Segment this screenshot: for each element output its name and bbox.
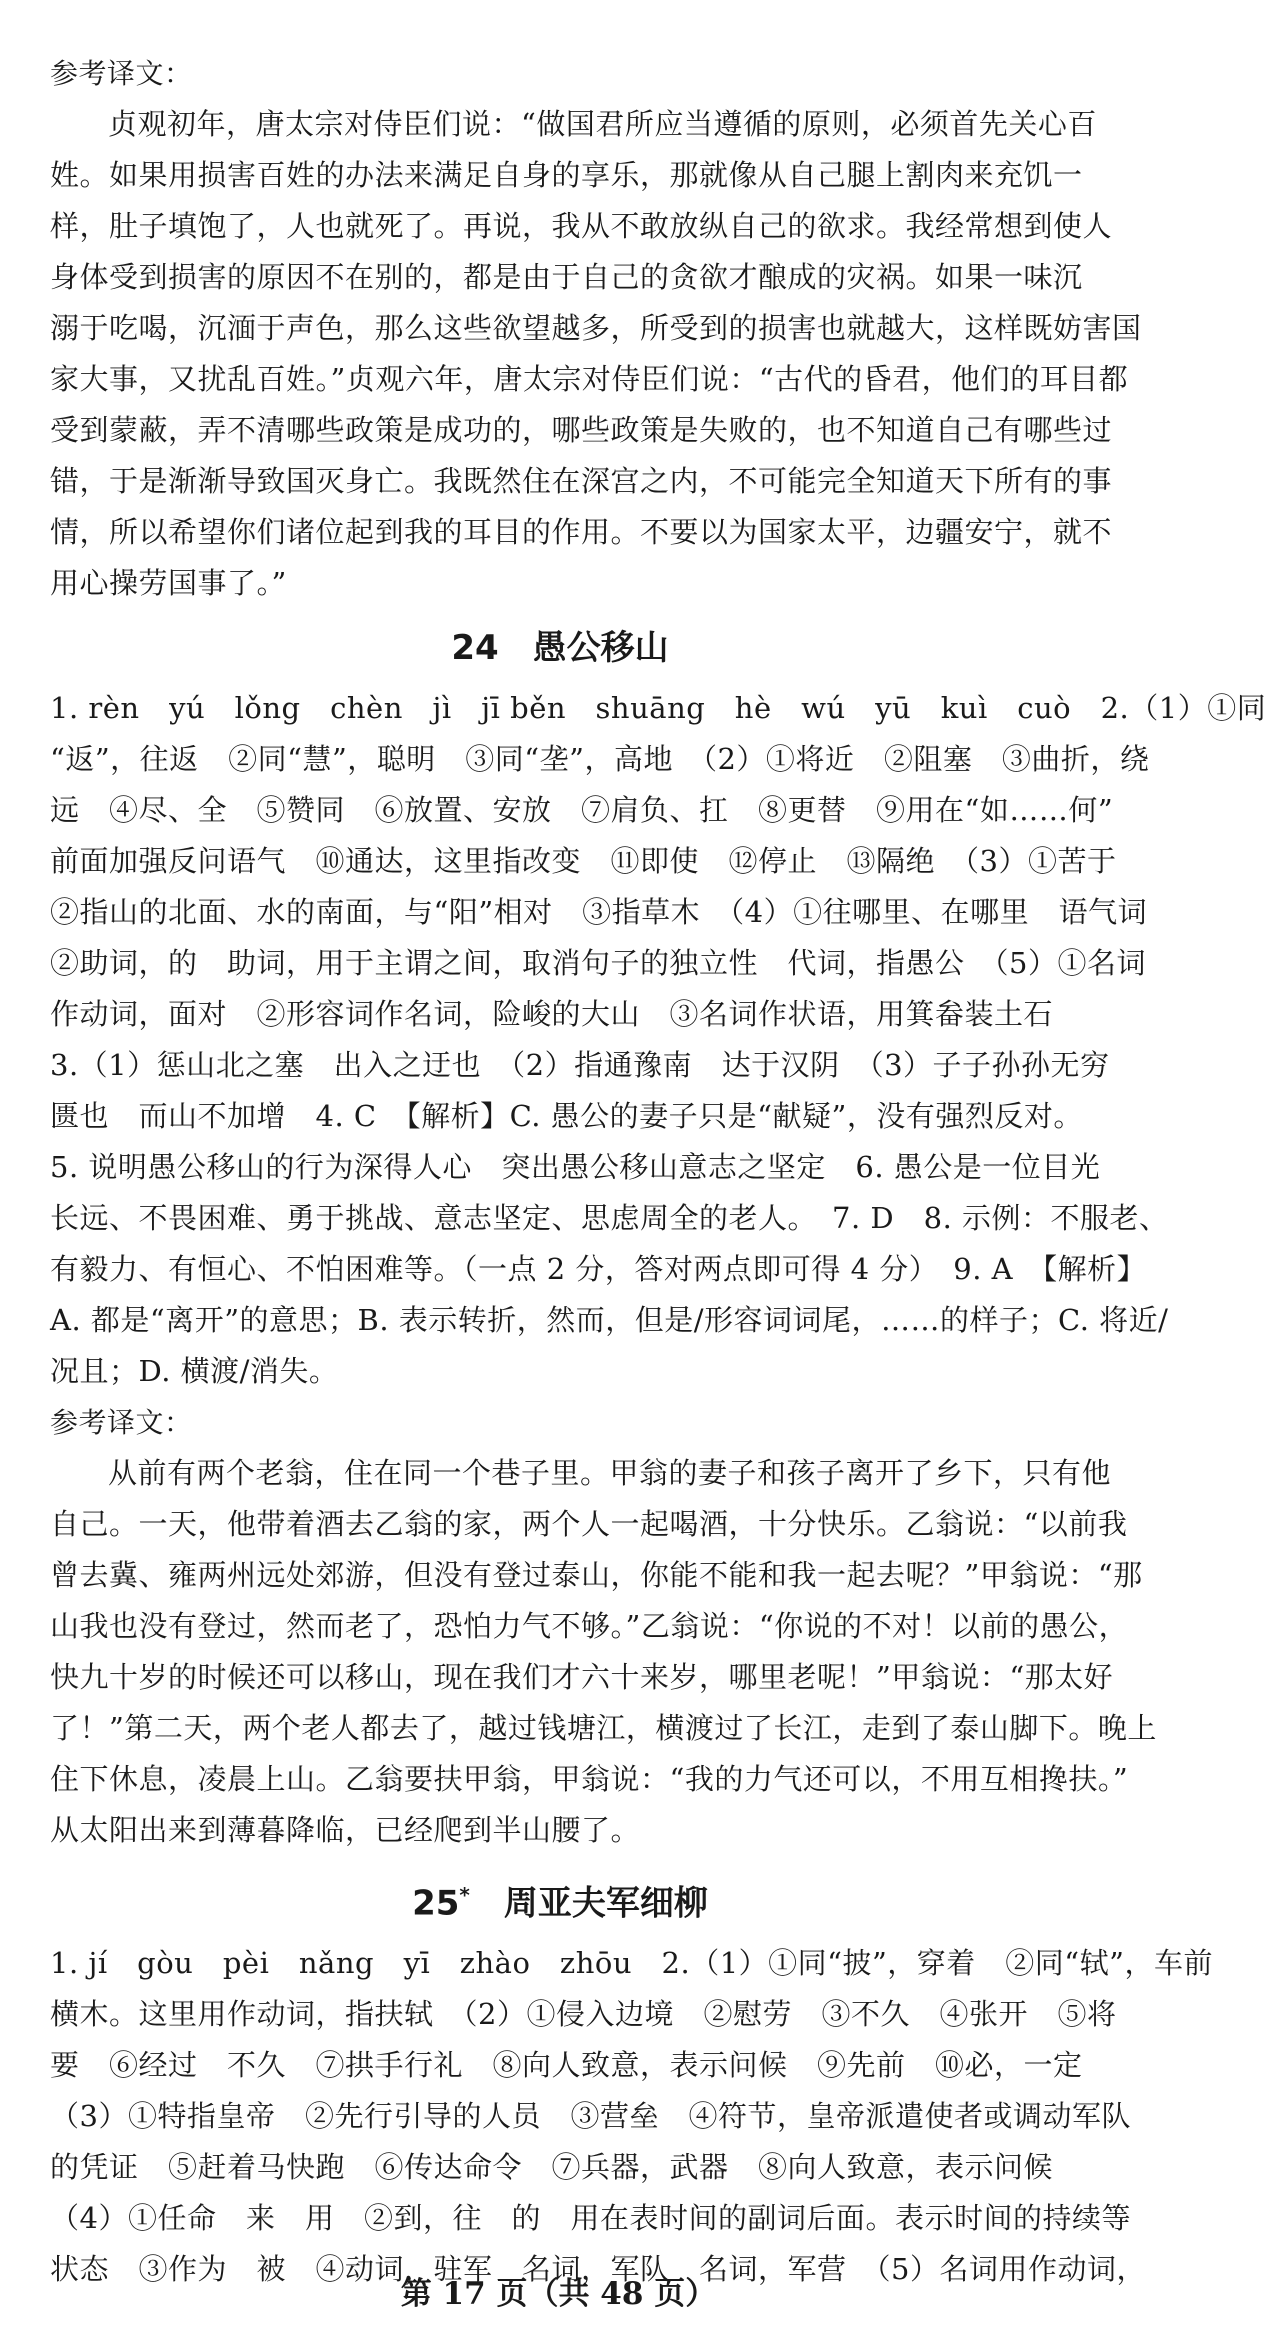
translation-line: 情，所以希望你们诸位起到我的耳目的作用。不要以为国家太平，边疆安宁，就不	[50, 515, 1113, 549]
document-page	[50, 48, 1266, 2295]
translation-label: 参考译文：	[50, 1406, 193, 1439]
page-number-footer: 第 17 页（共 48 页）	[400, 2276, 717, 2312]
answer-line: （3）①特指皇帝 ②先行引导的人员 ③营垒 ④符节，皇帝派遣使者或调动军队	[50, 2099, 1131, 2134]
translation-line: 样，肚子填饱了，人也就死了。再说，我从不敢放纵自己的欲求。我经常想到使人	[50, 209, 1113, 243]
translation-line: 溺于吃喝，沉湎于声色，那么这些欲望越多，所受到的损害也就越大，这样既妨害国	[50, 311, 1142, 345]
section-title-text: 周亚夫军细柳	[503, 1883, 708, 1924]
answer-line: （4）①任命 来 用 ②到，往 的 用在表时间的副词后面。表示时间的持续等	[50, 2201, 1131, 2236]
answer-line: 作动词，面对 ②形容词作名词，险峻的大山 ③名词作状语，用箕畚装土石	[50, 997, 1054, 1031]
section-number: 25	[412, 1883, 460, 1924]
translation-line: 姓。如果用损害百姓的办法来满足自身的享乐，那就像从自己腿上割肉来充饥一	[50, 158, 1083, 192]
translation-line: 身体受到损害的原因不在别的，都是由于自己的贪欲才酿成的灾祸。如果一味沉	[50, 260, 1083, 294]
translation-label: 参考译文：	[50, 57, 193, 90]
answer-line: 横木。这里用作动词，指扶轼 （2）①侵入边境 ②慰劳 ③不久 ④张开 ⑤将	[50, 1997, 1117, 2032]
section-title-25	[50, 1860, 1070, 1938]
answer-line: 3.（1）惩山北之塞 出入之迂也 （2）指通豫南 达于汉阴 （3）子子孙孙无穷	[50, 1048, 1110, 1082]
translation-line: 快九十岁的时候还可以移山，现在我们才六十来岁，哪里老呢！”甲翁说：“那太好	[50, 1660, 1114, 1694]
answer-line: 要 ⑥经过 不久 ⑦拱手行礼 ⑧向人致意，表示问候 ⑨先前 ⑩必，一定	[50, 2048, 1083, 2083]
answer-line: 1. rèn yú lǒng chèn jì jī běn shuāng hè wú yū kuì cuò 2.（1）①同	[50, 691, 1266, 725]
optional-star-mark: *	[459, 1883, 470, 1907]
answer-line: 前面加强反问语气 ⑩通达，这里指改变 ⑪即使 ⑫停止 ⑬隔绝 （3）①苦于	[50, 844, 1117, 878]
answer-line: 远 ④尽、全 ⑤赞同 ⑥放置、安放 ⑦肩负、扛 ⑧更替 ⑨用在“如……何”	[50, 793, 1114, 827]
answer-line: ②助词，的 助词，用于主谓之间，取消句子的独立性 代词，指愚公 （5）①名词	[50, 946, 1146, 980]
translation-line: 曾去冀、雍两州远处郊游，但没有登过泰山，你能不能和我一起去呢？”甲翁说：“那	[50, 1558, 1143, 1592]
translation-line: 错，于是渐渐导致国灭身亡。我既然住在深宫之内，不可能完全知道天下所有的事	[50, 464, 1113, 498]
answer-line: 有毅力、有恒心、不怕困难等。（一点 2 分，答对两点即可得 4 分） 9. A 【解析】	[50, 1252, 1147, 1286]
translation-line: 了！”第二天，两个老人都去了，越过钱塘江，横渡过了长江，走到了泰山脚下。晚上	[50, 1711, 1157, 1745]
translation-line: 家大事，又扰乱百姓。”贞观六年，唐太宗对侍臣们说：“古代的昏君，他们的耳目都	[50, 362, 1129, 396]
section-title-24: 24 愚公移山	[451, 628, 669, 668]
answer-line: 长远、不畏困难、勇于挑战、意志坚定、思虑周全的老人。 7. D 8. 示例：不服老、	[50, 1201, 1169, 1235]
answer-line: ②指山的北面、水的南面，与“阳”相对 ③指草木 （4）①往哪里、在哪里 语气词	[50, 895, 1148, 929]
answer-line: 况且；D. 横渡/消失。	[50, 1354, 339, 1388]
answer-line: 5. 说明愚公移山的行为深得人心 突出愚公移山意志之坚定 6. 愚公是一位目光	[50, 1150, 1101, 1184]
translation-line: 受到蒙蔽，弄不清哪些政策是成功的，哪些政策是失败的，也不知道自己有哪些过	[50, 413, 1113, 447]
answer-line: 状态 ③作为 被 ④动词，驻军 名词，军队 名词，军营 （5）名词用作动词，	[50, 2252, 1146, 2287]
answer-line: 的凭证 ⑤赶着马快跑 ⑥传达命令 ⑦兵器，武器 ⑧向人致意，表示问候	[50, 2150, 1054, 2185]
answer-line: “返”，往返 ②同“慧”，聪明 ③同“垄”，高地 （2）①将近 ②阻塞 ③曲折，绕	[50, 742, 1150, 776]
translation-line: 自己。一天，他带着酒去乙翁的家，两个人一起喝酒，十分快乐。乙翁说：“以前我	[50, 1507, 1128, 1541]
translation-line: 从太阳出来到薄暮降临，已经爬到半山腰了。	[50, 1813, 641, 1847]
answer-line: 匮也 而山不加增 4. C 【解析】C. 愚公的妻子只是“献疑”，没有强烈反对。	[50, 1099, 1083, 1133]
translation-line: 用心操劳国事了。”	[50, 566, 287, 600]
translation-line: 从前有两个老翁，住在同一个巷子里。甲翁的妻子和孩子离开了乡下，只有他	[108, 1456, 1112, 1490]
answer-line: A. 都是“离开”的意思；B. 表示转折，然而，但是/形容词词尾，……的样子；C. 将近/	[50, 1303, 1169, 1337]
translation-line: 住下休息，凌晨上山。乙翁要扶甲翁，甲翁说：“我的力气还可以，不用互相搀扶。”	[50, 1762, 1129, 1796]
translation-line: 贞观初年，唐太宗对侍臣们说：“做国君所应当遵循的原则，必须首先关心百	[108, 107, 1097, 141]
translation-line: 山我也没有登过，然而老了，恐怕力气不够。”乙翁说：“你说的不对！以前的愚公，	[50, 1609, 1129, 1643]
answer-line: 1. jí gòu pèi nǎng yī zhào zhōu 2.（1）①同“披”，穿着 ②同“轼”，车前	[50, 1946, 1213, 1981]
